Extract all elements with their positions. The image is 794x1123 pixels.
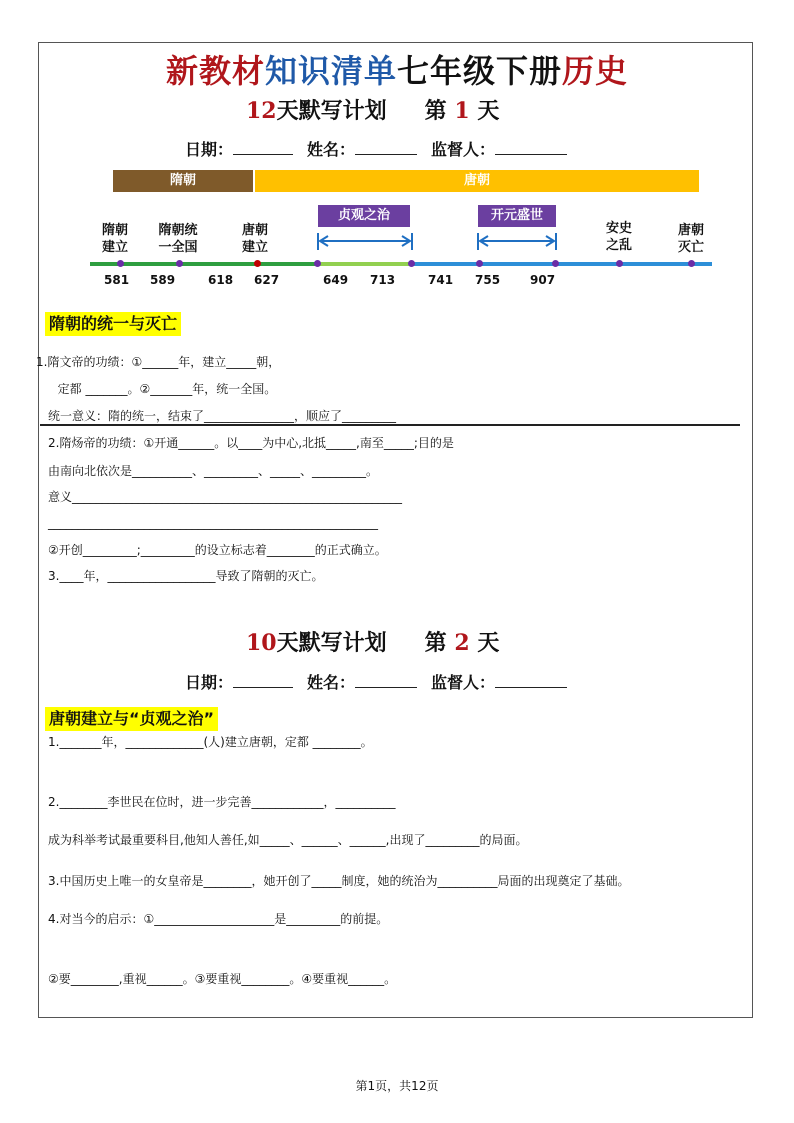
supervisor-field[interactable] (495, 673, 567, 688)
axis-dot (176, 260, 183, 267)
question-line: 由南向北依次是__________、_________、_____、_________。 (48, 464, 379, 478)
event-tang-fall: 唐朝 灭亡 (677, 223, 704, 255)
dynasty-band-tang: 唐朝 (255, 170, 699, 192)
year-label: 907 (530, 273, 556, 287)
day2-plan-title: 10天默写计划 第 2 天 (246, 630, 500, 656)
question-line: 3.____年，__________________导致了隋朝的灭亡。 (48, 569, 324, 583)
question-line: 成为科举考试最重要科目,他知人善任,如_____、______、______,出现了_________的局面。 (48, 833, 528, 847)
period-kaiyuan: 开元盛世 (478, 205, 556, 227)
question-line: ②开创_________;_________的设立标志着________的正式确立。 (48, 543, 387, 557)
axis-segment-green (90, 262, 318, 266)
question-line: 定都 _______。②_______年，统一全国。 (50, 382, 277, 396)
year-label: 755 (475, 273, 501, 287)
axis-dot (117, 260, 124, 267)
axis-segment-blue (412, 262, 712, 266)
question-line: _______________________________________________________ (48, 516, 378, 530)
event-sui-founded: 隋朝 建立 (101, 223, 128, 255)
question-line: 2.隋炀帝的功绩：①开通______。以____为中心,北抵_____,南至_____;目的是 (48, 436, 454, 450)
axis-dot (254, 260, 261, 267)
page-number: 第1页，共12页 (355, 1079, 439, 1093)
day1-plan-title: 12天默写计划 第 1 天 (246, 98, 500, 124)
axis-dot (314, 260, 321, 267)
event-an-shi-rebellion: 安史 之乱 (605, 221, 632, 253)
period-zhenguan: 贞观之治 (318, 205, 410, 227)
date-field[interactable] (233, 673, 293, 688)
year-label: 649 (323, 273, 349, 287)
year-label: 627 (254, 273, 280, 287)
year-label: 589 (150, 273, 176, 287)
question-line: ②要________,重视______。③要重视________。④要重视______。 (48, 972, 397, 986)
day1-info-row: 日期： 姓名： 监督人： (185, 137, 567, 160)
axis-dot (408, 260, 415, 267)
event-sui-unify: 隋朝统 一全国 (158, 223, 198, 255)
question-line: 统一意义：隋的统一，结束了_______________，顺应了_________ (48, 409, 397, 423)
name-field[interactable] (355, 673, 417, 688)
section1-heading: 隋朝的统一与灭亡 (45, 312, 181, 336)
year-label: 581 (104, 273, 130, 287)
divider (40, 424, 740, 426)
question-line: 1.隋文帝的功绩：①______年，建立_____朝， (36, 355, 281, 369)
question-line: 2.________李世民在位时，进一步完善____________，__________ (48, 795, 396, 809)
axis-dot (616, 260, 623, 267)
question-line: 意义_______________________________________________________ (48, 490, 403, 504)
year-label: 713 (370, 273, 396, 287)
section2-heading: 唐朝建立与“贞观之治” (45, 707, 218, 731)
day2-info-row: 日期： 姓名： 监督人： (185, 670, 567, 693)
axis-segment-lightgreen (318, 262, 412, 266)
year-label: 618 (208, 273, 234, 287)
axis-dot (476, 260, 483, 267)
question-line: 1._______年，_____________(人)建立唐朝，定都 ________。 (48, 735, 373, 749)
timeline-arrows (0, 0, 794, 300)
question-line: 3.中国历史上唯一的女皇帝是________，她开创了_____制度，她的统治为__________局面的出现奠定了基础。 (48, 874, 630, 888)
year-label: 741 (428, 273, 454, 287)
axis-dot (552, 260, 559, 267)
dynasty-band-sui: 隋朝 (113, 170, 253, 192)
axis-dot (688, 260, 695, 267)
event-tang-founded: 唐朝 建立 (241, 223, 268, 255)
page-title: 新教材知识清单七年级下册历史 (165, 52, 629, 90)
question-line: 4.对当今的启示：①____________________是_________的前提。 (48, 912, 389, 926)
